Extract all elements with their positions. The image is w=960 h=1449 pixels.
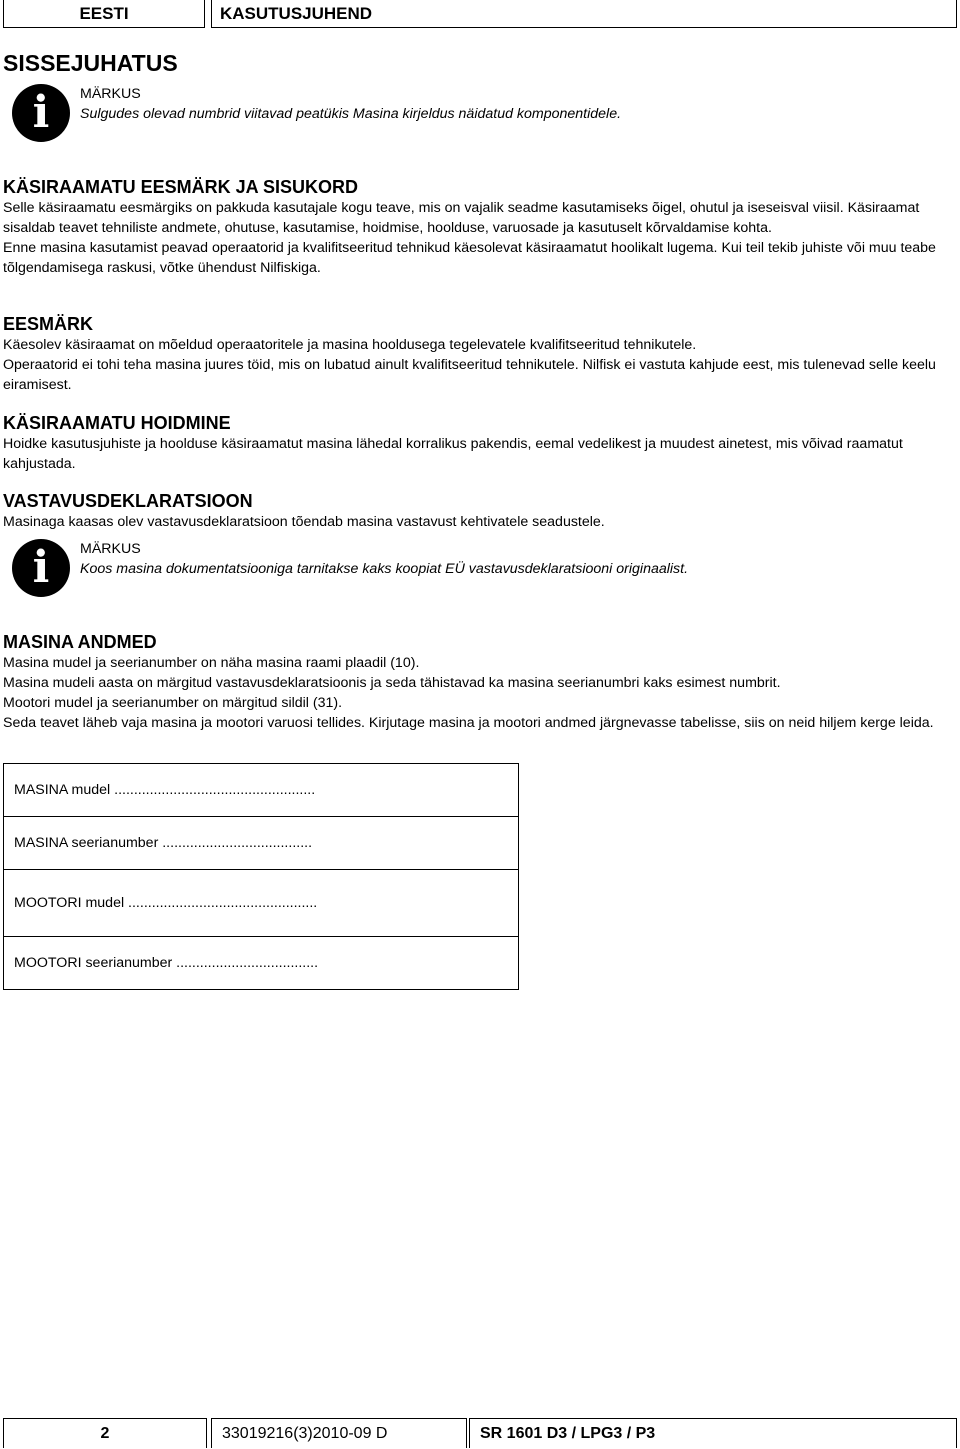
header-language: EESTI [3, 0, 205, 28]
paragraph: Masina mudeli aasta on märgitud vastavusdeklaratsioonis ja seda tähistavad ka masina seerianumbri kaks esimest numbrit. [3, 675, 781, 691]
section-title: VASTAVUSDEKLARATSIOON [3, 491, 253, 511]
note-box [12, 539, 942, 603]
paragraph: Operaatorid ei tohi teha masina juures töid, mis on lubatud ainult kvalifitseeritud tehnikutele. Nilfisk ei vastuta kahjude eest, mis tulenevad selle keelu eiramisest. [3, 357, 936, 393]
machine-data-table [3, 763, 519, 990]
table-cell-machine-serial[interactable]: MASINA seerianumber ...................................... [4, 817, 519, 870]
page-title: SISSEJUHATUS [3, 50, 178, 76]
note-box [12, 84, 942, 148]
section-title: MASINA ANDMED [3, 632, 157, 652]
info-icon: i [12, 84, 70, 142]
note-label: MÄRKUS [80, 86, 141, 102]
header-doc-type: KASUTUSJUHEND [211, 0, 957, 28]
section-title: EESMÄRK [3, 314, 94, 334]
doc-code: 33019216(3)2010-09 D [211, 1418, 467, 1448]
page-header [3, 0, 957, 30]
page-number: 2 [3, 1418, 207, 1448]
section-machine-data [3, 631, 953, 733]
model-name: SR 1601 D3 / LPG3 / P3 [469, 1418, 957, 1448]
note-label: MÄRKUS [80, 541, 141, 557]
paragraph: Käesolev käsiraamat on mõeldud operaatoritele ja masina hooldusega tegelevatele kvalifitseeritud tehnikutele. [3, 337, 697, 353]
table-cell-engine-serial[interactable]: MOOTORI seerianumber .................................... [4, 937, 519, 990]
section-title: KÄSIRAAMATU EESMÄRK JA SISUKORD [3, 177, 359, 197]
paragraph: Hoidke kasutusjuhiste ja hoolduse käsiraamatut masina lähedal korralikus pakendis, eemal vedelikest ja muudest ainetest, mis võivad raamatut kahjustada. [3, 436, 903, 472]
paragraph: Seda teavet läheb vaja masina ja mootori varuosi tellides. Kirjutage masina ja mootori andmed järgnevasse tabelisse, siis on neid hiljem kerge leida. [3, 715, 934, 731]
paragraph: Masinaga kaasas olev vastavusdeklaratsioon tõendab masina vastavust kehtivatele seadustele. [3, 514, 605, 530]
section-conformity [3, 490, 953, 532]
paragraph: Masina mudel ja seerianumber on näha masina raami plaadil (10). [3, 655, 420, 671]
section-title: KÄSIRAAMATU HOIDMINE [3, 413, 231, 433]
section-storage [3, 412, 953, 474]
note-text: Sulgudes olevad numbrid viitavad peatükis Masina kirjeldus näidatud komponentidele. [80, 106, 622, 122]
section-purpose [3, 176, 953, 278]
paragraph: Enne masina kasutamist peavad operaatorid ja kvalifitseeritud tehnikud käesolevat käsiraamatut hoolikalt lugema. Kui teil tekib juhiste või muu teabe tõlgendamisega raskusi, võtke ühendust Nilfiskiga. [3, 240, 936, 276]
section-goal [3, 313, 953, 395]
table-cell-machine-model[interactable]: MASINA mudel ................................................... [4, 764, 519, 817]
paragraph: Selle käsiraamatu eesmärgiks on pakkuda kasutajale kogu teave, mis on vajalik seadme kasutamiseks õigel, ohutul ja iseseisval viisil. Käsiraamat sisaldab teavet tehniliste andmete, ohutuse, kasutamise, hoidmise, hoolduse, varuosade ja kasutuselt kõrvaldamise kohta. [3, 200, 920, 236]
paragraph: Mootori mudel ja seerianumber on märgitud sildil (31). [3, 695, 343, 711]
note-text: Koos masina dokumentatsiooniga tarnitakse kaks koopiat EÜ vastavusdeklaratsiooni originaalist. [80, 561, 689, 577]
info-icon: i [12, 539, 70, 597]
page-footer [3, 1418, 957, 1449]
table-cell-engine-model[interactable]: MOOTORI mudel ................................................ [4, 870, 519, 937]
